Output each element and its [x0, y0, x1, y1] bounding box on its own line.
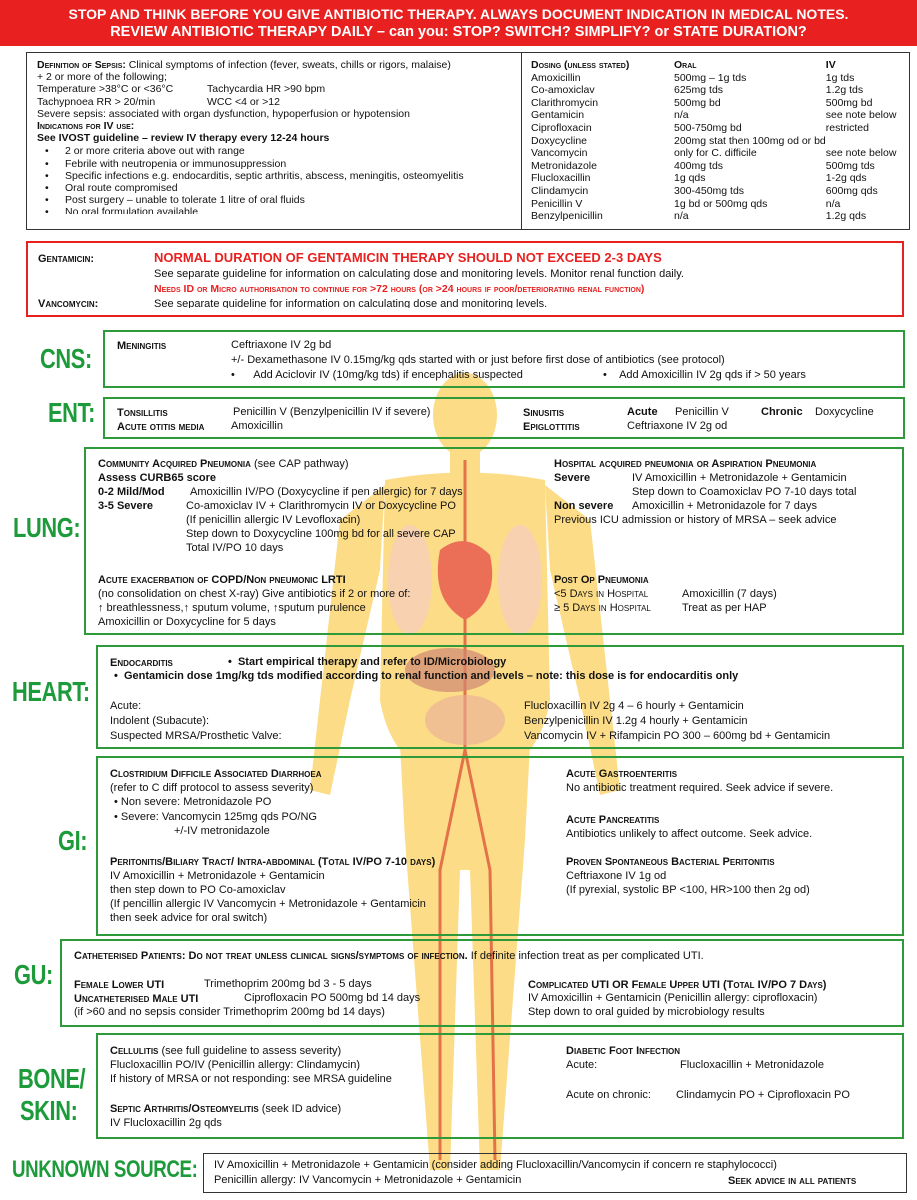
- female-uti-text: Trimethoprim 200mg bd 3 - 5 days: [204, 978, 372, 990]
- sinus-chronic-label: Chronic: [761, 406, 803, 418]
- septic-label: Septic Arthritis/Osteomyelitis: [110, 1103, 259, 1115]
- header-cell: IV: [825, 59, 836, 71]
- aciclovir-text: Add Aciclovir IV (10mg/kg tds) if encephalitis suspected: [253, 369, 523, 381]
- bone-heading: BONE/: [18, 1063, 86, 1094]
- table-row: [531, 72, 907, 85]
- dosing-table-wrap: [531, 59, 907, 223]
- table-cell: 200mg stat then 100mg od or bd: [674, 134, 826, 147]
- table-cell: Clindamycin: [531, 184, 589, 197]
- table-cell: 500mg – 1g tds: [674, 71, 747, 84]
- meningitis-label: Meningitis: [117, 340, 167, 352]
- table-cell: 500mg bd: [825, 96, 873, 109]
- table-cell: 1g tds: [825, 71, 855, 84]
- catheter-label: Catheterised Patients: Do not treat unless clinical signs/symptoms of infection.: [74, 950, 468, 962]
- gastro-label: Acute Gastroenteritis: [566, 768, 678, 780]
- dfi-chronic-text: Clindamycin PO + Ciprofloxacin PO: [676, 1089, 850, 1101]
- peritonitis-line-1: IV Amoxicillin + Metronidazole + Gentamicin: [110, 870, 325, 882]
- copd-label: Acute exacerbation of COPD/Non pneumonic LRTI: [98, 574, 346, 586]
- cdiff-label: Clostridium Difficile Associated Diarrhoea: [110, 768, 322, 780]
- cns-line-3b: • Add Amoxicillin IV 2g qds if > 50 years: [603, 369, 806, 381]
- table-row: [531, 210, 907, 223]
- vanc-label: Vancomycin:: [38, 298, 99, 310]
- gent-label: Gentamicin:: [38, 253, 95, 265]
- hap-label: Hospital acquired pneumonia or Aspiration Pneumonia: [554, 458, 817, 470]
- list-item: • Febrile with neutropenia or immunosuppression: [37, 158, 517, 170]
- amoxicillin-text: Add Amoxicillin IV 2g qds if > 50 years: [619, 369, 806, 381]
- hap-severe-label: Severe: [554, 472, 591, 484]
- table-cell: see note below: [825, 109, 897, 122]
- temp-criterion: Temperature >38°C or <36°C: [37, 83, 174, 96]
- table-cell: n/a: [674, 109, 689, 122]
- table-cell: see note below: [825, 147, 897, 160]
- complicated-uti-line-1: IV Amoxicillin + Gentamicin (Penicillin allergy: ciprofloxacin): [528, 992, 818, 1004]
- endo-bullet-1: Start empirical therapy and refer to ID/Microbiology: [237, 656, 507, 668]
- table-row: [531, 172, 907, 185]
- table-cell: Flucloxacillin: [531, 172, 591, 185]
- table-cell: 500mg bd: [674, 96, 721, 109]
- male-uti-label: Uncatheterised Male UTI: [74, 993, 199, 1005]
- table-cell: n/a: [674, 210, 689, 223]
- banner-line-1: STOP AND THINK BEFORE YOU GIVE ANTIBIOTIC THERAPY. ALWAYS DOCUMENT INDICATION IN MEDICAL NOTES.: [68, 6, 849, 22]
- banner-line-2: REVIEW ANTIBIOTIC THERAPY DAILY – can you: STOP? SWITCH? SIMPLIFY? or STATE DURATION?: [110, 24, 807, 40]
- table-cell: 500mg tds: [825, 159, 875, 172]
- copd-line-1: (no consolidation on chest X-ray) Give antibiotics if 2 or more of:: [98, 588, 411, 600]
- cdiff-line-2: • Non severe: Metronidazole PO: [114, 796, 272, 808]
- hap-nonsevere-label: Non severe: [554, 500, 614, 512]
- table-cell: 1.2g qds: [825, 210, 867, 223]
- complicated-uti-label: Complicated UTI OR Female Upper UTI (Total IV/PO 7 Days): [528, 979, 827, 991]
- table-cell: n/a: [825, 197, 841, 210]
- peritonitis-label: Peritonitis/Biliary Tract/ Intra-abdominal (Total IV/PO 7-10 days): [110, 856, 436, 868]
- table-cell: 1g bd or 500mg qds: [674, 197, 768, 210]
- table-header-row: [531, 59, 907, 72]
- septic-note: (seek ID advice): [258, 1103, 342, 1115]
- septic-line-1: IV Flucloxacillin 2g qds: [110, 1117, 222, 1129]
- rr-criterion: Tachypnoea RR > 20/min: [37, 95, 156, 108]
- table-cell: 600mg qds: [825, 184, 878, 197]
- peritonitis-line-2: then step down to PO Co-amoxiclav: [110, 884, 286, 896]
- epiglottitis-text: Ceftriaxone IV 2g od: [627, 420, 728, 432]
- sepsis-definition: [37, 59, 517, 214]
- postop-ge5: ≥ 5 Days in Hospital: [554, 602, 651, 614]
- severe-text: Co-amoxiclav IV + Clarithromycin IV or Doxycycline PO: [186, 500, 456, 512]
- gu-box: [60, 939, 904, 1027]
- copd-line-2: ↑ breathlessness,↑ sputum volume, ↑sputum purulence: [98, 602, 366, 614]
- epiglottitis-label: Epiglottitis: [523, 421, 580, 433]
- ent-box: [103, 397, 905, 439]
- table-cell: 500-750mg bd: [674, 121, 742, 134]
- otitis-label: Acute otitis media: [117, 421, 205, 433]
- cap-note: (see CAP pathway): [250, 458, 349, 470]
- hap-severe-line-2: Step down to Coamoxiclav PO 7-10 days total: [632, 486, 857, 498]
- postop-lt5-text: Amoxicillin (7 days): [682, 588, 777, 600]
- unknown-line-2: Penicillin allergy: IV Vancomycin + Metronidazole + Gentamicin: [214, 1174, 522, 1186]
- postop-lt5: <5 Days in Hospital: [554, 588, 649, 600]
- ivost-guideline: See IVOST guideline – review IV therapy every 12-24 hours: [37, 132, 330, 145]
- gi-heading: GI:: [58, 825, 88, 856]
- table-cell: Co-amoxiclav: [531, 84, 595, 97]
- table-row: [531, 84, 907, 97]
- table-row: [531, 198, 907, 211]
- heart-box: Endocarditis • Start empirical therapy and refer to ID/Microbiology • Gentamicin dose 1mg/kg tds modified according to renal function and levels – note: this dose is for endocarditis only Acute: Flucloxacillin IV 2g 4 – 6 hourly + Gentamicin Indolent (Subacute): Benzylpenicillin IV 1.2g 4 hourly + Gentamicin Suspected MRSA/Prosthetic Valve: Vancomycin IV + Rifampicin PO 300 – 600mg bd + Gentamicin: [96, 645, 904, 749]
- gent-line-1: See separate guideline for information on calculating dose and monitoring levels. Monitor renal function daily.: [154, 268, 684, 280]
- table-cell: Gentamicin: [531, 109, 585, 122]
- table-row: [531, 147, 907, 160]
- endo-bullet-2: Gentamicin dose 1mg/kg tds modified according to renal function and levels – note: this dose is for endocarditis only: [123, 670, 739, 682]
- list-item: • No oral formulation available: [37, 206, 517, 214]
- hap-icu: Previous ICU admission or history of MRSA – seek advice: [554, 514, 837, 526]
- heart-indolent-label: Indolent (Subacute):: [110, 715, 210, 727]
- cns-box: [103, 330, 905, 388]
- sinus-acute-label: Acute: [627, 406, 658, 418]
- table-cell: Penicillin V: [531, 197, 583, 210]
- sepsis-def-line2: + 2 or more of the following;: [37, 71, 167, 84]
- warning-banner: [0, 0, 917, 46]
- dosing-table: [531, 59, 907, 223]
- table-cell: 1g qds: [674, 172, 706, 185]
- table-cell: restricted: [825, 121, 869, 134]
- table-row: [531, 185, 907, 198]
- list-item: • Oral route compromised: [37, 182, 517, 194]
- bone-box: [96, 1033, 904, 1139]
- cdiff-line-4: +/-IV metronidazole: [174, 825, 270, 837]
- wcc-criterion: WCC <4 or >12: [207, 95, 280, 108]
- table-cell: Ciprofloxacin: [531, 121, 592, 134]
- gi-box: [96, 756, 904, 936]
- table-cell: Clarithromycin: [531, 96, 599, 109]
- gu-heading: GU:: [14, 959, 53, 990]
- hap-nonsevere-text: Amoxicillin + Metronidazole for 7 days: [632, 500, 817, 512]
- table-row: [531, 160, 907, 173]
- table-row: [531, 135, 907, 148]
- table-cell: [826, 135, 907, 148]
- cns-heading: CNS:: [40, 343, 92, 374]
- table-cell: Doxycycline: [531, 134, 588, 147]
- sepsis-def: Clinical symptoms of infection (fever, sweats, chills or rigors, malaise): [125, 59, 451, 71]
- pancreatitis-label: Acute Pancreatitis: [566, 814, 660, 826]
- postop-label: Post Op Pneumonia: [554, 574, 649, 586]
- list-item: • Specific infections e.g. endocarditis, septic arthritis, abscess, meningitis, osteomyelitis: [37, 170, 517, 182]
- dosing-rows: [531, 72, 907, 223]
- cns-line-1: Ceftriaxone IV 2g bd: [231, 339, 332, 351]
- table-cell: 400mg tds: [674, 159, 724, 172]
- gent-headline: NORMAL DURATION OF GENTAMICIN THERAPY SHOULD NOT EXCEED 2-3 DAYS: [154, 250, 662, 265]
- gent-line-2: Needs ID or Micro authorisation to continue for >72 hours (or >24 hours if poor/deteriorating renal function): [154, 283, 645, 295]
- list-item: • Post surgery – unable to tolerate 1 litre of oral fluids: [37, 194, 517, 206]
- female-uti-label: Female Lower UTI: [74, 979, 165, 991]
- mild-text: Amoxicillin IV/PO (Doxycycline if pen allergic) for 7 days: [190, 486, 463, 498]
- gastro-text: No antibiotic treatment required. Seek advice if severe.: [566, 782, 834, 794]
- dfi-acute-text: Flucloxacillin + Metronidazole: [680, 1059, 824, 1071]
- cellulitis-label: Cellulitis: [110, 1045, 159, 1057]
- heart-heading: HEART:: [12, 676, 90, 707]
- table-cell: 300-450mg tds: [674, 184, 745, 197]
- peritonitis-line-4: then seek advice for oral switch): [110, 912, 268, 924]
- unknown-source-box: [203, 1153, 907, 1193]
- mild-label: 0-2 Mild/Mod: [98, 486, 165, 498]
- cellulitis-note: (see full guideline to assess severity): [158, 1045, 342, 1057]
- heart-indolent-text: Benzylpenicillin IV 1.2g 4 hourly + Gentamicin: [524, 715, 748, 727]
- heart-acute-label: Acute:: [110, 700, 142, 712]
- dfi-label: Diabetic Foot Infection: [566, 1045, 681, 1057]
- cns-line-3a: • Add Aciclovir IV (10mg/kg tds) if encephalitis suspected: [231, 369, 523, 381]
- table-cell: 1.2g tds: [825, 84, 864, 97]
- cdiff-line-1: (refer to C diff protocol to assess severity): [110, 782, 314, 794]
- heart-mrsa-label: Suspected MRSA/Prosthetic Valve:: [110, 730, 282, 742]
- cellulitis-line-1: Flucloxacillin PO/IV (Penicillin allergy: Clindamycin): [110, 1059, 361, 1071]
- lung-box: [84, 447, 904, 635]
- dfi-acute-label: Acute:: [566, 1059, 598, 1071]
- iv-indications-list: [37, 145, 517, 214]
- copd-line-3: Amoxicillin or Doxycycline for 5 days: [98, 616, 276, 628]
- severe-line-2: (If penicillin allergic IV Levofloxacin): [186, 514, 361, 526]
- severe-line-4: Total IV/PO 10 days: [186, 542, 284, 554]
- table-cell: 1-2g qds: [825, 172, 867, 185]
- table-cell: Metronidazole: [531, 159, 597, 172]
- table-cell: 625mg tds: [674, 84, 724, 97]
- cap-label: Community Acquired Pneumonia: [98, 458, 251, 470]
- sbp-line-2: (If pyrexial, systolic BP <100, HR>100 then 2g od): [566, 884, 810, 896]
- complicated-uti-line-2: Step down to oral guided by microbiology results: [528, 1006, 765, 1018]
- unknown-line-1: IV Amoxicillin + Metronidazole + Gentamicin (consider adding Flucloxacillin/Vancomycin if concern re staphylococci): [214, 1159, 777, 1171]
- table-cell: Benzylpenicillin: [531, 210, 603, 223]
- table-cell: Vancomycin: [531, 147, 588, 160]
- unknown-heading: UNKNOWN SOURCE:: [12, 1156, 198, 1183]
- table-row: [531, 122, 907, 135]
- cellulitis-line-2: If history of MRSA or not responding: see MRSA guideline: [110, 1073, 392, 1085]
- lung-heading: LUNG:: [13, 512, 81, 543]
- sbp-label: Proven Spontaneous Bacterial Peritonitis: [566, 856, 775, 868]
- table-cell: Amoxicillin: [531, 71, 581, 84]
- iv-indications-label: Indications for IV use:: [37, 119, 135, 132]
- gentamicin-vancomycin-box: [26, 241, 904, 317]
- cdiff-line-3: • Severe: Vancomycin 125mg qds PO/NG: [114, 811, 317, 823]
- skin-heading: SKIN:: [20, 1095, 78, 1126]
- vanc-text: See separate guideline for information on calculating dose and monitoring levels.: [154, 298, 548, 308]
- list-item: • 2 or more criteria above out with range: [37, 145, 517, 157]
- column-divider: [521, 53, 522, 229]
- header-cell: Dosing (unless stated): [531, 59, 630, 71]
- sinusitis-label: Sinusitis: [523, 407, 565, 419]
- tonsillitis-label: Tonsillitis: [117, 407, 168, 419]
- table-row: [531, 97, 907, 110]
- severe-line-3: Step down to Doxycycline 100mg bd for all severe CAP: [186, 528, 456, 540]
- sbp-line-1: Ceftriaxone IV 1g od: [566, 870, 667, 882]
- otitis-text: Amoxicillin: [231, 420, 283, 432]
- table-row: [531, 109, 907, 122]
- male-uti-text: Ciprofloxacin PO 500mg bd 14 days: [244, 992, 421, 1004]
- peritonitis-line-3: (If pencillin allergic IV Vancomycin + Metronidazole + Gentamicin: [110, 898, 426, 910]
- curb65: Assess CURB65 score: [98, 472, 217, 484]
- table-cell: only for C. difficile: [674, 147, 757, 160]
- male-uti-line-2: (if >60 and no sepsis consider Trimethoprim 200mg bd 14 days): [74, 1006, 385, 1018]
- hr-criterion: Tachycardia HR >90 bpm: [207, 83, 326, 96]
- heart-acute-text: Flucloxacillin IV 2g 4 – 6 hourly + Gentamicin: [524, 700, 744, 712]
- sinus-chronic-text: Doxycycline: [815, 406, 874, 418]
- sepsis-label: Definition of Sepsis:: [37, 59, 126, 71]
- sinus-acute-text: Penicillin V: [675, 406, 729, 418]
- unknown-advice: Seek advice in all patients: [728, 1175, 857, 1187]
- dfi-chronic-label: Acute on chronic:: [566, 1089, 651, 1101]
- ent-heading: ENT:: [48, 397, 95, 428]
- endocarditis-label: Endocarditis: [110, 657, 173, 669]
- sepsis-dosing-box: [26, 52, 910, 230]
- tonsillitis-text: Penicillin V (Benzylpenicillin IV if severe): [233, 406, 431, 418]
- header-cell: Oral: [674, 59, 697, 71]
- pancreatitis-text: Antibiotics unlikely to affect outcome. Seek advice.: [566, 828, 813, 840]
- severe-label: 3-5 Severe: [98, 500, 154, 512]
- cns-line-2: +/- Dexamethasone IV 0.15mg/kg qds started with or just before first dose of antibiotics (see protocol): [231, 354, 725, 366]
- heart-mrsa-text: Vancomycin IV + Rifampicin PO 300 – 600mg bd + Gentamicin: [524, 730, 831, 742]
- severe-sepsis: Severe sepsis: associated with organ dysfunction, hypoperfusion or hypotension: [37, 107, 410, 120]
- catheter-text: If definite infection treat as per complicated UTI.: [467, 950, 704, 962]
- hap-severe-text: IV Amoxicillin + Metronidazole + Gentamicin: [632, 472, 847, 484]
- postop-ge5-text: Treat as per HAP: [682, 602, 767, 614]
